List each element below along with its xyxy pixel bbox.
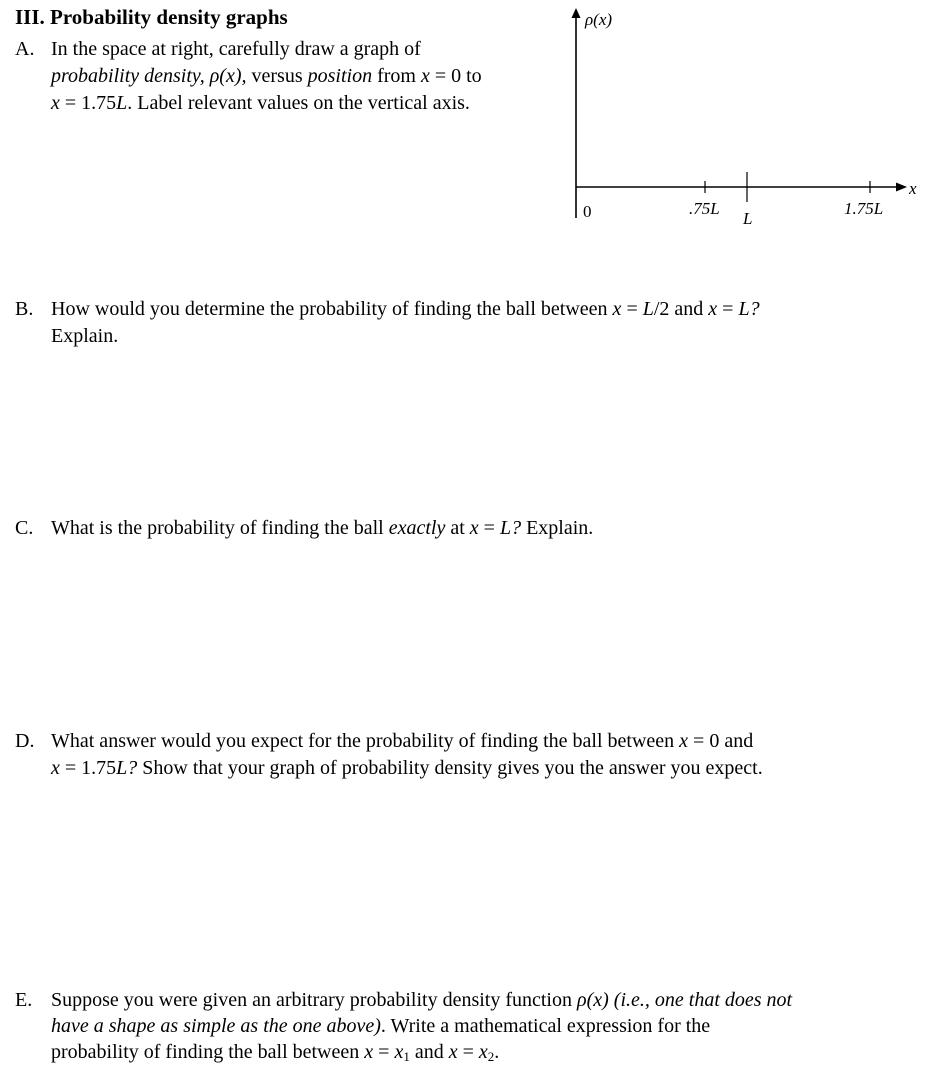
- question-d-letter: D.: [15, 730, 35, 752]
- y-axis-label: ρ(x): [585, 10, 613, 29]
- question-a: [15, 36, 555, 118]
- tick-label-0: 0: [583, 202, 592, 221]
- question-c-letter: C.: [15, 517, 34, 539]
- question-e: [15, 987, 915, 1069]
- question-e-letter: E.: [15, 989, 33, 1011]
- tick-label-L: L: [743, 209, 753, 228]
- question-d-line-2: x = 1.75L? Show that your graph of probability density gives you the answer you expect.: [51, 757, 763, 779]
- y-axis-arrow: [572, 8, 581, 18]
- question-a-line-3: x = 1.75L. Label relevant values on the vertical axis.: [51, 92, 470, 114]
- question-a-line-1: In the space at right, carefully draw a graph of: [51, 38, 421, 60]
- tick-label-075L: .75L: [689, 199, 720, 218]
- question-d-line-1: What answer would you expect for the probability of finding the ball between x = 0 and: [51, 730, 754, 752]
- probability-density-graph[interactable]: [560, 0, 928, 240]
- question-e-line-2: have a shape as simple as the one above). Write a mathematical expression for the: [51, 1015, 711, 1037]
- x-axis-arrow: [896, 183, 907, 192]
- tick-label-175L: 1.75L: [844, 199, 884, 218]
- question-c-line-1: What is the probability of finding the ball exactly at x = L? Explain.: [51, 517, 594, 539]
- question-b-line-2: Explain.: [51, 325, 119, 347]
- x-axis-label: x: [909, 179, 917, 198]
- question-a-line-2: probability density, ρ(x), versus position from x = 0 to: [51, 65, 482, 87]
- section-title: III. Probability density graphs: [15, 5, 288, 29]
- question-c: [15, 515, 895, 543]
- question-b-line-1: How would you determine the probability of finding the ball between x = L/2 and x = L?: [51, 298, 760, 320]
- question-a-letter: A.: [15, 38, 35, 60]
- question-d: [15, 728, 915, 784]
- question-b-letter: B.: [15, 298, 34, 320]
- question-e-line-3: probability of finding the ball between $x = x_1$ and $x = x_2$.: [51, 1041, 500, 1064]
- question-e-line-1: Suppose you were given an arbitrary probability density function ρ(x) (i.e., one that does not: [51, 989, 793, 1011]
- question-b: [15, 296, 895, 352]
